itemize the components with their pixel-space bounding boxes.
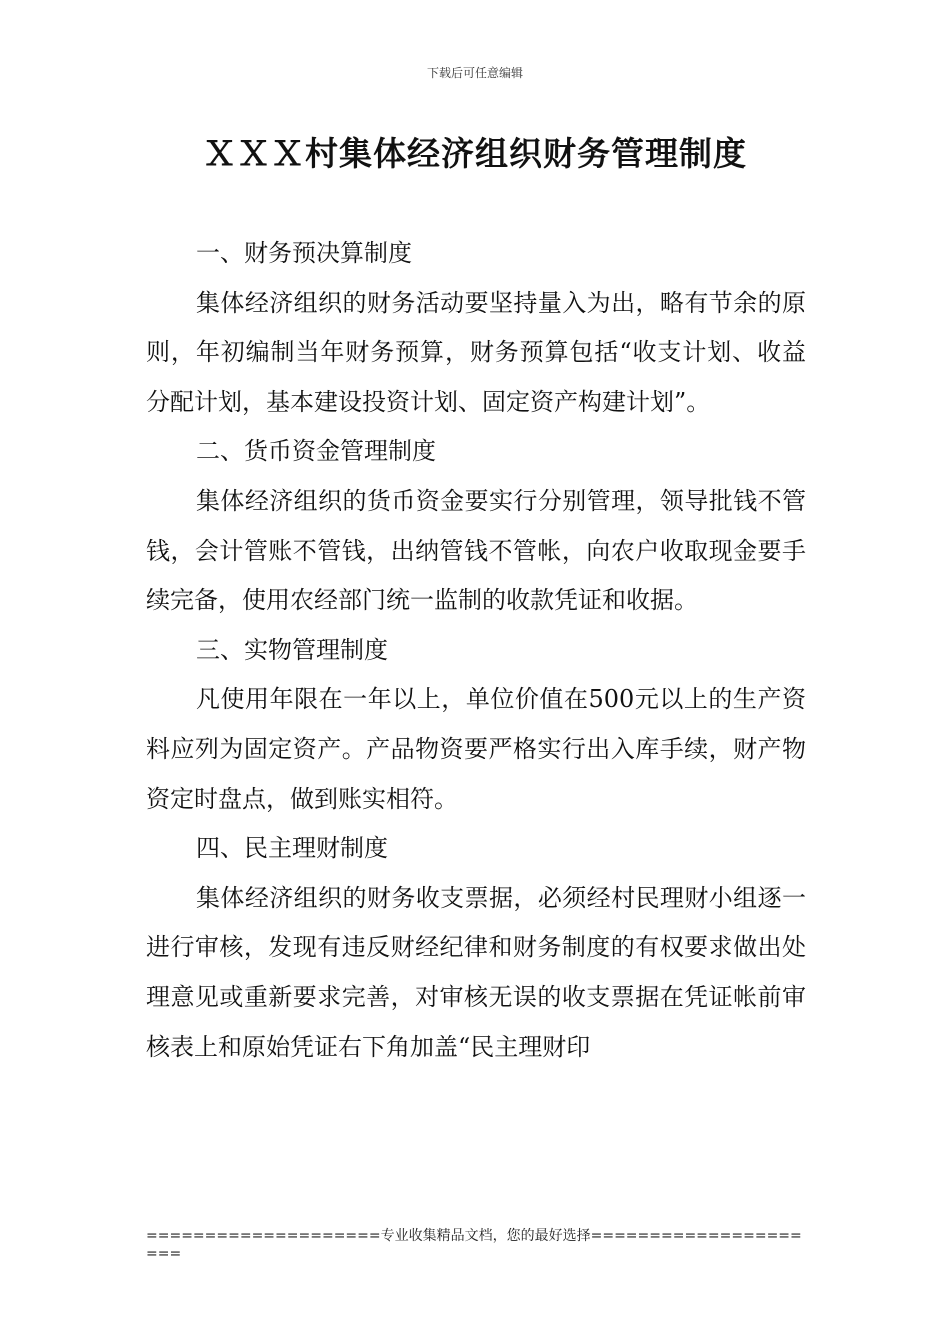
page-header-note: 下载后可任意编辑	[426, 66, 523, 80]
body-paragraph: 集体经济组织的财务活动要坚持量入为出，略有节余的原则，年初编制当年财务预算，财务预算包括“收支计划、收益分配计划，基本建设投资计划、固定资产构建计划”。	[146, 288, 806, 416]
section-heading: 三、实物管理制度	[196, 635, 388, 664]
body-paragraph: 集体经济组织的货币资金要实行分别管理，领导批钱不管钱，会计管账不管钱，出纳管钱不管帐，向农户收取现金要手续完备，使用农经部门统一监制的收款凭证和收据。	[146, 486, 806, 615]
body-paragraph: 凡使用年限在一年以上，单位价值在500元以上的生产资料应列为固定资产。产品物资要严格实行出入库手续，财产物资定时盘点，做到账实相符。	[146, 685, 806, 813]
section-heading: 二、货币资金管理制度	[196, 437, 436, 466]
section-heading: 四、民主理财制度	[196, 834, 388, 863]
document-title: ＸＸＸ村集体经济组织财务管理制度	[203, 134, 747, 173]
section-heading: 一、财务预决算制度	[196, 239, 412, 267]
page-footer-banner: ====================专业收集精品文档，您的最好选择=====================	[146, 1228, 802, 1262]
body-paragraph: 集体经济组织的财务收支票据，必须经村民理财小组逐一进行审核，发现有违反财经纪律和财务制度的有权要求做出处理意见或重新要求完善，对审核无误的收支票据在凭证帐前审核表上和原始凭证右下角加盖“民主理财印	[146, 883, 806, 1061]
document-body	[146, 229, 806, 1072]
